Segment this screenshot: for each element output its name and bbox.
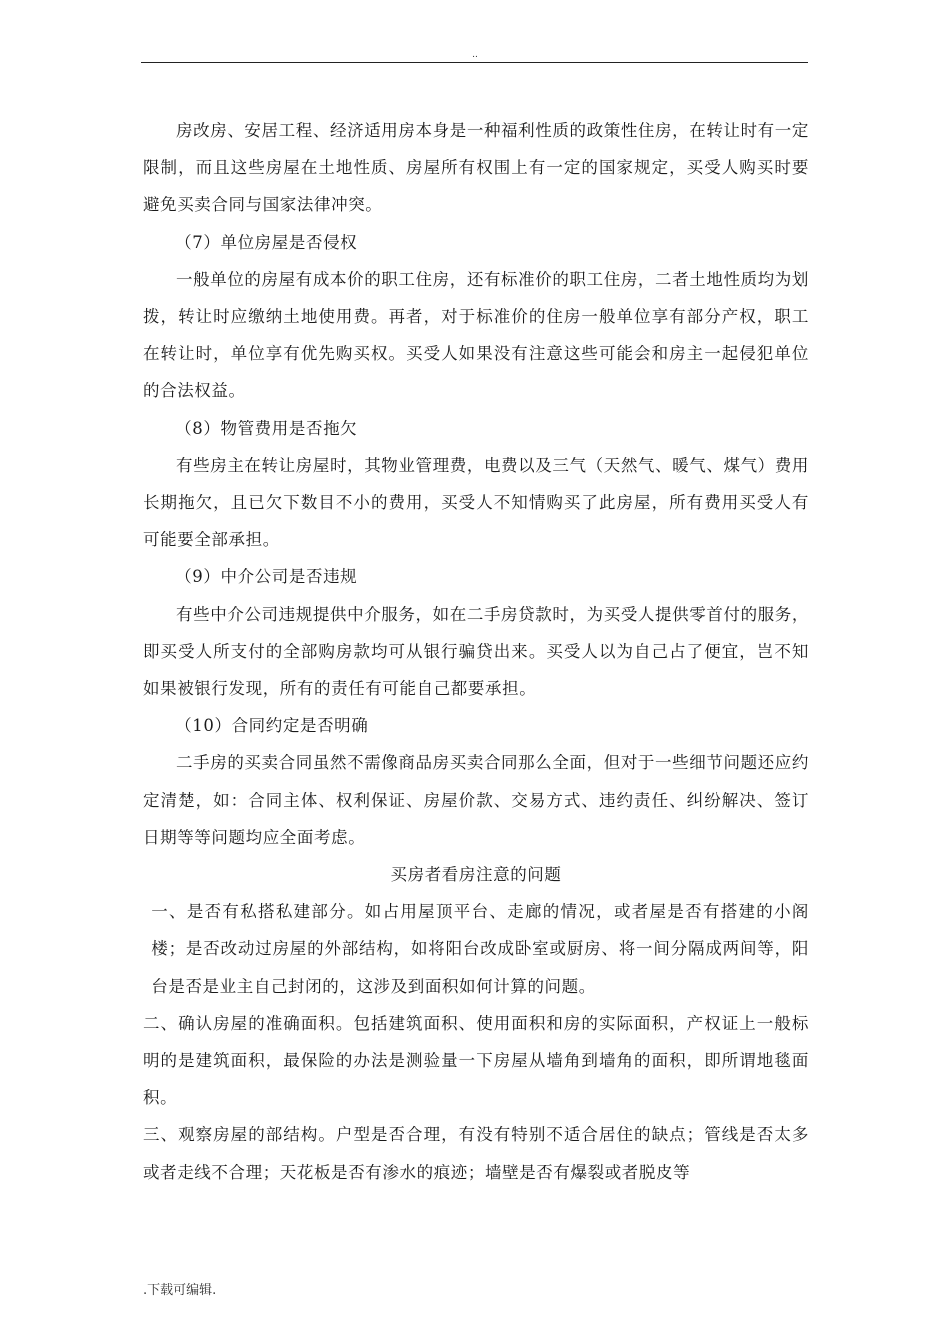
document-body: [143, 112, 809, 1191]
paragraph: 三、观察房屋的部结构。户型是否合理，有没有特别不适合居住的缺点；管线是否太多或者走线不合理；天花板是否有渗水的痕迹；墙壁是否有爆裂或者脱皮等: [143, 1125, 809, 1182]
paragraph: 一般单位的房屋有成本价的职工住房，还有标准价的职工住房，二者土地性质均为划拨，转让时应缴纳土地使用费。再者，对于标准价的住房一般单位享有部分产权，职工在转让时，单位享有优先购买权。买受人如果没有注意这些可能会和房主一起侵犯单位的合法权益。: [143, 269, 809, 401]
section-heading: （7）单位房屋是否侵权: [175, 232, 358, 252]
section-heading: （8）物管费用是否拖欠: [175, 418, 358, 438]
paragraph: 二手房的买卖合同虽然不需像商品房买卖合同那么全面，但对于一些细节问题还应约定清楚，如：合同主体、权利保证、房屋价款、交易方式、违约责任、纠纷解决、签订日期等等问题均应全面考虑。: [143, 753, 809, 847]
paragraph: 有些房主在转让房屋时，其物业管理费，电费以及三气（天然气、暖气、煤气）费用长期拖欠，且已欠下数目不小的费用，买受人不知情购买了此房屋，所有费用买受人有可能要全部承担。: [143, 455, 809, 550]
paragraph: 一、是否有私搭私建部分。如占用屋顶平台、走廊的情况，或者屋是否有搭建的小阁楼；是否改动过房屋的外部结构，如将阳台改成卧室或厨房、将一间分隔成两间等，阳台是否是业主自己封闭的，这涉及到面积如何计算的问题。: [151, 902, 809, 996]
header-rule: [141, 62, 808, 63]
section-title: 买房者看房注意的问题: [390, 865, 562, 885]
header-mark: ..: [472, 50, 478, 60]
section-heading: （9）中介公司是否违规: [175, 567, 358, 587]
section-heading: （10）合同约定是否明确: [175, 716, 369, 736]
paragraph: 有些中介公司违规提供中介服务，如在二手房贷款时，为买受人提供零首付的服务，即买受人所支付的全部购房款均可从银行骗贷出来。买受人以为自己占了便宜，岂不知如果被银行发现，所有的责任有可能自己都要承担。: [143, 604, 809, 699]
footer-note: .下载可编辑.: [143, 1283, 217, 1298]
paragraph: 房改房、安居工程、经济适用房本身是一种福利性质的政策性住房，在转让时有一定限制，而且这些房屋在土地性质、房屋所有权围上有一定的国家规定，买受人购买时要避免买卖合同与国家法律冲突。: [143, 121, 809, 215]
paragraph: 二、确认房屋的准确面积。包括建筑面积、使用面积和房的实际面积，产权证上一般标明的是建筑面积，最保险的办法是测验量一下房屋从墙角到墙角的面积，即所谓地毯面积。: [143, 1013, 809, 1108]
